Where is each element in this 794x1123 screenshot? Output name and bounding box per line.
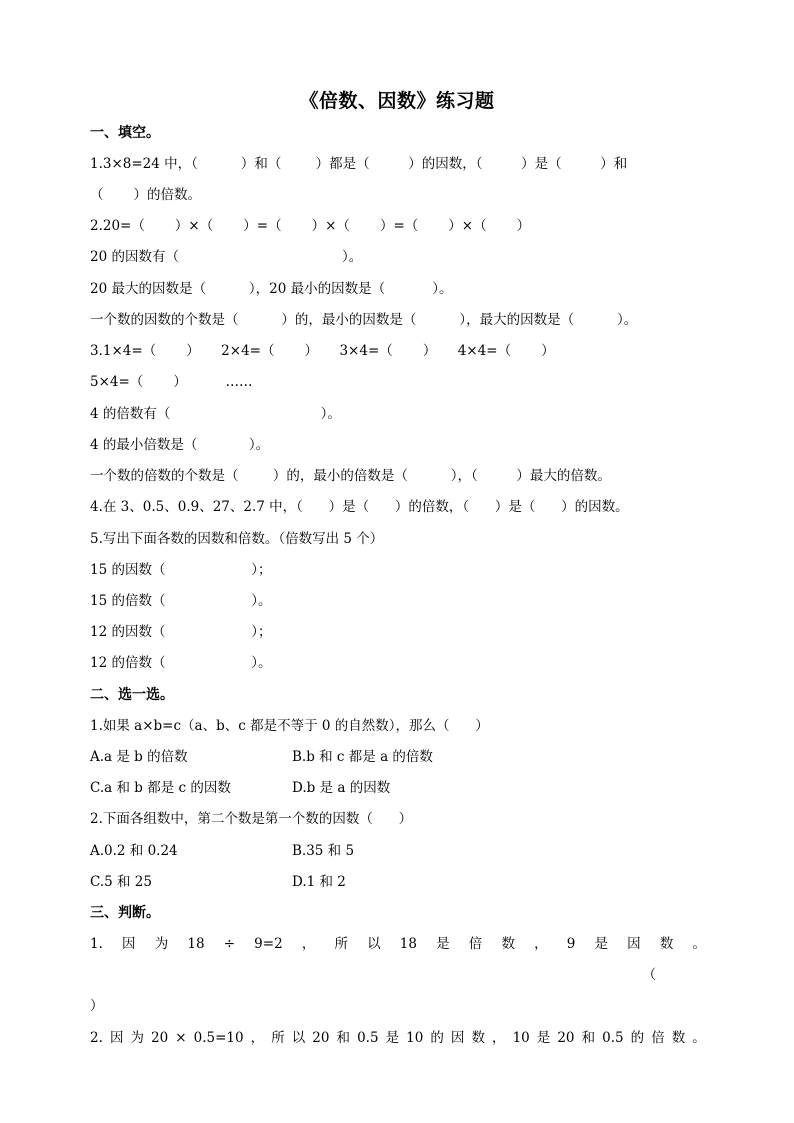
word: 18 — [187, 936, 205, 952]
word: 9 — [566, 936, 576, 952]
word: 10 — [512, 1030, 530, 1046]
word: 是 — [385, 1030, 400, 1046]
word: 因 — [627, 936, 641, 952]
question-line: 20 最大的因数是（ ），20 最小的因数是（ ）。 — [90, 281, 453, 297]
judge-question-1 — [90, 935, 706, 953]
option-a: A.0.2 和 0.24 — [90, 843, 178, 859]
word: 所 — [334, 936, 348, 952]
word: 为 — [154, 936, 169, 952]
question-line: 5×4=（ ） …… — [90, 374, 253, 390]
word: ， — [250, 1030, 265, 1046]
question-line: 3.1×4=（ ） 2×4=（ ） 3×4=（ ） 4×4=（ ） — [90, 343, 555, 359]
word: 0.5=10 — [193, 1030, 244, 1046]
word: 和 — [336, 1030, 351, 1046]
question-line: 15 的因数（ ）； — [90, 562, 272, 578]
word: 0.5 — [602, 1030, 624, 1046]
word: 以 — [291, 1030, 306, 1046]
option-c: C.a 和 b 都是 c 的因数 — [90, 780, 231, 796]
question-line: 12 的倍数（ ）。 — [90, 655, 272, 671]
answer-paren-open: （ — [642, 967, 656, 983]
choice-question-2: 2.下面各组数中，第二个数是第一个数的因数（ ） — [90, 811, 413, 827]
word: 倍 — [468, 936, 483, 952]
word: 10 — [406, 1030, 424, 1046]
word: × — [175, 1030, 187, 1046]
word: 数 — [671, 1030, 686, 1046]
word: ， — [492, 1030, 506, 1046]
answer-paren-close: ） — [90, 998, 104, 1014]
word: 为 — [130, 1030, 144, 1046]
section-heading-fill-in: 一、填空。 — [90, 125, 160, 141]
word: 数 — [659, 936, 674, 952]
question-line: 一个数的倍数的个数是（ ）的，最小的倍数是（ ），（ ）最大的倍数。 — [90, 468, 611, 484]
option-b: B.b 和 c 都是 a 的倍数 — [292, 749, 433, 765]
question-line: 2.20=（ ）×（ ）=（ ）×（ ）=（ ）×（ ） — [90, 218, 531, 234]
option-c: C.5 和 25 — [90, 874, 152, 890]
question-line: 5.写出下面各数的因数和倍数。（倍数写出 5 个） — [90, 531, 384, 547]
question-line: 15 的倍数（ ）。 — [90, 593, 272, 609]
word: 20 — [151, 1030, 169, 1046]
word: 。 — [692, 936, 706, 952]
option-d: D.b 是 a 的因数 — [292, 780, 391, 796]
word: 是 — [536, 1030, 551, 1046]
section-heading-choose: 二、选一选。 — [90, 687, 174, 703]
word: 因 — [450, 1030, 465, 1046]
word: 是 — [594, 936, 609, 952]
question-line: （ ）的倍数。 — [90, 187, 202, 203]
option-a: A.a 是 b 的倍数 — [90, 749, 188, 765]
judge-question-2 — [90, 1029, 706, 1047]
word: 9=2 — [254, 936, 283, 952]
question-line: 1.3×8=24 中，（ ）和（ ）都是（ ）的因数，（ ）是（ ）和 — [90, 156, 628, 172]
word: 0.5 — [357, 1030, 379, 1046]
option-d: D.1 和 2 — [292, 874, 346, 890]
section-heading-judge: 三、判断。 — [90, 905, 160, 921]
word: 因 — [122, 936, 136, 952]
word: 20 — [557, 1030, 575, 1046]
word: ， — [301, 936, 316, 952]
option-b: B.35 和 5 — [292, 843, 355, 859]
question-line: 4.在 3、0.5、0.9、27、2.7 中，（ ）是（ ）的倍数，（ ）是（ ）的因数。 — [90, 499, 629, 515]
word: ， — [534, 936, 548, 952]
word: ÷ — [223, 936, 236, 952]
word: 20 — [312, 1030, 330, 1046]
word: 数 — [501, 936, 515, 952]
word: 2. — [90, 1030, 103, 1046]
question-line: 一个数的因数的个数是（ ）的，最小的因数是（ ），最大的因数是（ ）。 — [90, 312, 638, 328]
word: 的 — [430, 1030, 444, 1046]
choice-question-1: 1.如果 a×b=c（a、b、c 都是不等于 0 的自然数），那么（ ） — [90, 718, 489, 734]
word: 因 — [109, 1030, 124, 1046]
word: 以 — [367, 936, 381, 952]
question-line: 20 的因数有（ ）。 — [90, 249, 363, 265]
word: 和 — [581, 1030, 596, 1046]
word: 。 — [692, 1030, 706, 1046]
question-line: 4 的最小倍数是（ ）。 — [90, 437, 270, 453]
word: 倍 — [651, 1030, 665, 1046]
word: 1. — [90, 936, 103, 952]
word: 所 — [271, 1030, 285, 1046]
word: 是 — [436, 936, 450, 952]
word: 18 — [399, 936, 417, 952]
word: 数 — [471, 1030, 485, 1046]
word: 的 — [630, 1030, 645, 1046]
question-line: 12 的因数（ ）； — [90, 624, 272, 640]
page-title: 《倍数、因数》练习题 — [299, 90, 495, 112]
question-line: 4 的倍数有（ ）。 — [90, 406, 341, 422]
